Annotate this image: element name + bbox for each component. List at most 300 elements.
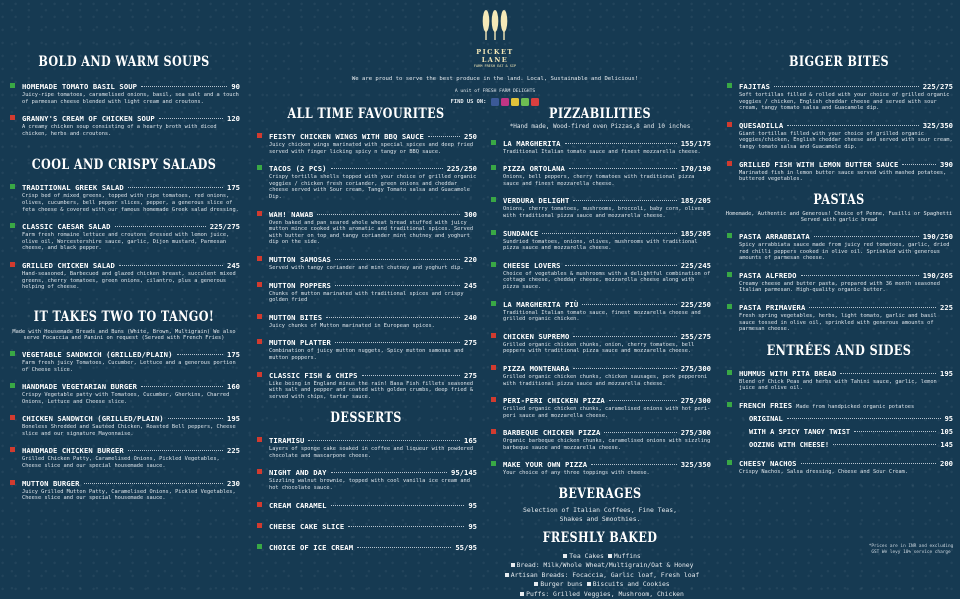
leader-dots xyxy=(362,375,460,376)
item-name: LA MARGHERITA PIÙ xyxy=(503,299,579,309)
item-name: PASTA ALFREDO xyxy=(739,270,797,280)
item-desc: Your choice of any three toppings with cheese. xyxy=(503,470,650,477)
nonveg-marker-icon xyxy=(257,502,262,507)
item-price: 325/350 xyxy=(680,460,711,470)
veg-marker-icon xyxy=(491,230,496,235)
column-2 xyxy=(255,0,477,564)
item-price: 175 xyxy=(227,349,240,359)
menu-item xyxy=(255,543,477,552)
menu-item xyxy=(8,82,240,105)
item-desc: Combination of juicy mutton nuggets, Spicy mutton samosas and mutton poppers. xyxy=(269,348,464,361)
item-price: 90 xyxy=(231,82,240,91)
item-name: MAKE YOUR OWN PIZZA xyxy=(503,460,588,470)
menu-item-nachos xyxy=(725,459,953,476)
item-price: 170/190 xyxy=(680,164,711,174)
menu-item xyxy=(489,261,711,291)
item-name: HANDMADE CHICKEN BURGER xyxy=(22,446,124,456)
item-price: 245 xyxy=(227,260,240,270)
baked-item: Tea Cakes xyxy=(569,552,604,561)
nonveg-marker-icon xyxy=(10,115,15,120)
option-price: 105 xyxy=(940,428,953,437)
beverages-title: BEVERAGES xyxy=(558,486,642,503)
veg-marker-icon xyxy=(10,83,15,88)
veg-marker-icon xyxy=(491,461,496,466)
item-name: MUTTON BITES xyxy=(269,312,323,322)
item-price: 185/205 xyxy=(680,196,711,206)
item-price: 225/250 xyxy=(680,299,711,309)
menu-item xyxy=(725,271,953,294)
find-us-label: FIND US ON: xyxy=(450,99,487,105)
menu-item xyxy=(255,436,477,459)
menu-item-hummus xyxy=(725,369,953,392)
item-name: LA MARGHERITA xyxy=(503,138,561,148)
baked-line xyxy=(489,571,711,580)
bullet-icon xyxy=(587,582,591,586)
menu-item-fries xyxy=(725,401,953,450)
veg-marker-icon xyxy=(10,184,15,189)
menu-item xyxy=(725,121,953,151)
baked-title: FRESHLY BAKED xyxy=(542,530,658,547)
item-price: 225/250 xyxy=(446,164,477,174)
item-desc: Onions, bell peppers, cherry tomatoes with traditional pizza sauce and finest mozzarella cheese. xyxy=(503,174,695,187)
fries-option xyxy=(739,428,953,436)
item-price: 220 xyxy=(464,254,477,264)
leader-dots xyxy=(801,463,936,464)
veg-marker-icon xyxy=(727,233,732,238)
item-price: 275 xyxy=(464,338,477,348)
item-desc: Traditional Italian tomato sauce, finest mozzarella cheese and grilled organic chicken. xyxy=(503,309,701,323)
item-name: TACOS (2 PCS) xyxy=(269,164,327,174)
bites-list xyxy=(725,82,953,183)
veg-marker-icon xyxy=(727,370,732,375)
menu-item xyxy=(725,232,953,262)
item-name: FEISTY CHICKEN WINGS WITH BBQ SAUCE xyxy=(269,132,424,141)
menu-item xyxy=(489,229,711,252)
item-price: 250 xyxy=(464,132,477,141)
item-desc: Grilled Chicken Patty, Caramelised Onions, Pickled Vegetables, Cheese slice and our special housemade sauce. xyxy=(22,456,220,470)
menu-item xyxy=(8,446,240,469)
leader-dots xyxy=(814,236,919,237)
entrees-title: ENTRÉES AND SIDES xyxy=(766,342,912,359)
nonveg-marker-icon xyxy=(257,133,262,138)
item-name: PIZZA MONTENARA xyxy=(503,363,570,373)
item-name: CHEESY NACHOS xyxy=(739,459,797,469)
menu-item xyxy=(255,468,477,491)
item-price: 225 xyxy=(940,302,953,312)
veg-marker-icon xyxy=(491,301,496,306)
nonveg-marker-icon xyxy=(491,333,496,338)
baked-line xyxy=(489,561,711,570)
item-price: 165 xyxy=(464,436,477,446)
leader-dots xyxy=(609,400,677,401)
menu-item xyxy=(8,414,240,437)
bullet-icon xyxy=(534,582,538,586)
leader-dots xyxy=(326,317,460,318)
bullet-icon xyxy=(511,563,515,567)
item-name: CHICKEN SUPREMO xyxy=(503,331,570,341)
item-desc: Sundried tomatoes, onions, olives, mushrooms with traditional pizza sauce and mozzarella cheese. xyxy=(503,238,698,252)
item-price: 275/300 xyxy=(680,396,711,406)
price-footnote: *Prices are in INR and excluding GST We levy 10% service charge xyxy=(868,544,954,555)
item-name: PIZZA ORTOLANA xyxy=(503,164,565,174)
item-name: CHEESE LOVERS xyxy=(503,260,561,270)
item-name: VEGETABLE SANDWICH (GRILLED/PLAIN) xyxy=(22,349,173,359)
nonveg-marker-icon xyxy=(10,415,15,420)
item-name: CHICKEN SANDWICH (GRILLED/PLAIN) xyxy=(22,414,164,424)
item-desc: Marinated fish in lemon butter sauce served with mashed potatoes, buttered vegetables. xyxy=(739,169,947,183)
tango-title: IT TAKES TWO TO TANGO! xyxy=(33,308,215,325)
veg-marker-icon xyxy=(727,402,732,407)
leader-dots xyxy=(833,444,936,445)
item-desc: Traditional Italian tomato sauce and finest mozzarella cheese. xyxy=(503,148,701,155)
leader-dots xyxy=(774,86,919,87)
bullet-icon xyxy=(563,554,567,558)
item-price: 175 xyxy=(227,183,240,193)
leader-dots xyxy=(115,226,206,227)
nonveg-marker-icon xyxy=(10,480,15,485)
item-name: HANDMADE VEGETARIAN BURGER xyxy=(22,382,138,392)
item-price: 185/205 xyxy=(680,228,711,238)
item-name: GRILLED CHICKEN SALAD xyxy=(22,260,115,270)
leader-dots xyxy=(308,440,460,441)
item-desc: Crispy Vegetable patty with Tomatoes, Cucumber, Gherkins, Charred Onions, Lettuce and Cheese slice. xyxy=(22,392,230,405)
veg-marker-icon xyxy=(10,223,15,228)
nonveg-marker-icon xyxy=(257,469,262,474)
leader-dots xyxy=(331,168,443,169)
pizzas-title: PIZZABILITIES xyxy=(549,106,651,122)
item-name: MUTTON BURGER xyxy=(22,478,80,488)
item-name: NIGHT AND DAY xyxy=(269,468,327,478)
leader-dots xyxy=(542,233,676,234)
leader-dots xyxy=(582,304,676,305)
menu-item xyxy=(725,160,953,183)
leader-dots xyxy=(177,354,223,355)
bullet-icon xyxy=(608,554,612,558)
leader-dots xyxy=(335,259,460,260)
fries-option xyxy=(739,441,953,449)
item-name: GRILLED FISH WITH LEMON BUTTER SAUCE xyxy=(739,159,899,169)
item-name: PERI-PERI CHICKEN PIZZA xyxy=(503,396,605,406)
menu-item xyxy=(255,210,477,246)
item-desc: Like being in England minus the rain! Basa Fish fillets seasoned with salt and pepper and coated with golden crumbs, deep fried & served with chips, tartar sauce. xyxy=(269,380,474,400)
salads-title: COOL AND CRISPY SALADS xyxy=(31,157,217,174)
item-price: 240 xyxy=(464,312,477,322)
item-desc: Boneless Shredded and Sautéed Chicken, Roasted Bell peppers, Cheese slice and our signature Mayonnaise. xyxy=(22,424,236,437)
leader-dots xyxy=(141,86,227,87)
favourites-list xyxy=(255,132,477,400)
leader-dots xyxy=(902,164,936,165)
item-name: WAH! NAWAB xyxy=(269,209,314,219)
item-price: 275 xyxy=(464,370,477,380)
veg-marker-icon xyxy=(727,304,732,309)
baked-item: Artisan Breads: Focaccia, Garlic loaf, Fresh loaf xyxy=(510,570,700,579)
nonveg-marker-icon xyxy=(257,437,262,442)
item-desc: Fresh spring vegetables, herbs, light tomato, garlic and basil sauce tossed in olive oil, sprinkled with generous amounts of parmesan cheese. xyxy=(739,312,937,333)
menu-item xyxy=(8,261,240,291)
nonveg-marker-icon xyxy=(257,282,262,287)
menu-item xyxy=(255,522,477,531)
menu-item xyxy=(255,371,477,401)
leader-dots xyxy=(335,342,460,343)
item-price: 225/245 xyxy=(680,260,711,270)
baked-item: Muffins xyxy=(613,552,641,561)
leader-dots xyxy=(348,526,464,527)
item-name: CHOICE OF ICE CREAM xyxy=(269,542,354,552)
item-price: 300 xyxy=(464,209,477,219)
item-price: 225/275 xyxy=(209,222,240,232)
option-price: 95 xyxy=(944,415,953,424)
nonveg-marker-icon xyxy=(257,314,262,319)
leader-dots xyxy=(335,285,460,286)
veg-marker-icon xyxy=(257,165,262,170)
leader-dots xyxy=(840,373,936,374)
leader-dots xyxy=(854,431,936,432)
column-3 xyxy=(489,0,711,599)
item-desc: Layers of sponge cake soaked in coffee and liqueur with powdered chocolate and mascarpone cheese. xyxy=(269,446,474,459)
nonveg-marker-icon xyxy=(10,447,15,452)
item-desc: Spicy arrabbiata sauce made from juicy red tomatoes, garlic, dried red chilli peppers cooked in olive oil. Sprinkled with generous amounts of parmesan cheese. xyxy=(739,241,950,262)
nonveg-marker-icon xyxy=(257,523,262,528)
brand-tagline: We are proud to serve the best produce in the land. Local, Sustainable and Delicious! xyxy=(351,76,639,82)
item-name: GRANNY'S CREAM OF CHICKEN SOUP xyxy=(22,114,155,124)
leader-dots xyxy=(84,483,223,484)
leader-dots xyxy=(159,118,223,119)
item-name: FRENCH FRIES xyxy=(739,400,793,410)
menu-item xyxy=(489,428,711,451)
item-desc: Soft tortillas filled & rolled with your choice of grilled organic veggies / chicken, English cheddar cheese and served with sour cream, tangy tomato salsa and Guacamole dip. xyxy=(739,92,950,112)
leader-dots xyxy=(331,472,447,473)
veg-marker-icon xyxy=(257,544,262,549)
item-desc: Chunks of mutton marinated with traditional spices and crispy golden fried xyxy=(269,290,464,304)
nonveg-marker-icon xyxy=(727,161,732,166)
nonveg-marker-icon xyxy=(257,372,262,377)
pastas-note: Homemade, Authentic and Generous! Choice of Penne, Fusilli or Spaghetti Served with garlic bread xyxy=(725,210,953,224)
item-desc: Grilled organic chicken chunks, chicken sausages, pork pepperoni with traditional pizza sauce and mozzarella cheese. xyxy=(503,373,708,387)
item-desc: Sizzling walnut brownie, topped with cool vanilla ice cream and hot chocolate sauce. xyxy=(269,478,470,492)
option-price: 145 xyxy=(940,441,953,450)
item-name: TRADITIONAL GREEK SALAD xyxy=(22,183,124,193)
item-name: MUTTON POPPERS xyxy=(269,280,331,290)
veg-marker-icon xyxy=(491,197,496,202)
leader-dots xyxy=(591,464,677,465)
menu-item xyxy=(8,350,240,373)
leader-dots xyxy=(565,265,677,266)
baked-list xyxy=(489,552,711,599)
tango-note: Made with Housemade Breads and Buns (White, Brown, Multigrain) We also serve Focaccia and Panini on request (Served with French Fries) xyxy=(12,328,236,342)
item-price: 95/145 xyxy=(451,468,477,478)
menu-item xyxy=(489,139,711,156)
item-price: 255/275 xyxy=(680,331,711,341)
item-price: 275/300 xyxy=(680,363,711,373)
item-name: FAJITAS xyxy=(739,82,770,91)
baked-line xyxy=(489,580,711,589)
leader-dots xyxy=(317,214,460,215)
leader-dots xyxy=(565,143,677,144)
menu-item xyxy=(255,501,477,510)
leader-dots xyxy=(357,547,451,548)
baked-item: Biscuits and Cookies xyxy=(592,580,670,589)
item-desc: Crisp bed of mixed greens, topped with ripe tomatoes, red onions, olives, cucumbers, bell pepper slices, pepper, a generous slice of feta cheese & covered with our famous homemade Greek salad dressing. xyxy=(22,193,239,213)
menu-item xyxy=(255,164,477,200)
pastas-list xyxy=(725,232,953,333)
item-desc: Organic barbeque chicken chunks, caramelised onions with sizzling barbeque sauce and mozzarella cheese. xyxy=(503,438,711,451)
nonveg-marker-icon xyxy=(257,211,262,216)
leader-dots xyxy=(573,200,676,201)
desserts-list xyxy=(255,436,477,551)
pizzas-note: *Hand made, Wood-fired oven Pizzas,8 and 10 inches xyxy=(509,123,691,130)
baked-item: Burger buns xyxy=(540,580,583,589)
item-desc: Hand-seasoned, Barbecued and glazed chicken breast, succulent mixed greens, cherry tomatoes, green onions, cilantro, plus a generous helping of cheese. xyxy=(22,270,236,291)
soups-list xyxy=(8,82,240,137)
leader-dots xyxy=(573,368,676,369)
soups-title: BOLD AND WARM SOUPS xyxy=(38,54,210,70)
item-name: CHEESE CAKE SLICE xyxy=(269,521,345,531)
leader-dots xyxy=(573,336,676,337)
leader-dots xyxy=(128,450,223,451)
fries-options xyxy=(739,415,953,449)
item-desc: Farm fresh romaine lettuce and croutons dressed with lemon juice, olive oil, Worcestershire sauce, garlic, Dijon mustard, Parmesan cheese, and black pepper. xyxy=(22,232,230,252)
menu-item xyxy=(255,313,477,330)
salads-list xyxy=(8,183,240,290)
leader-dots xyxy=(569,168,677,169)
tango-list xyxy=(8,350,240,502)
item-desc: Served with tangy coriander and mint chutney and yoghurt dip. xyxy=(269,264,464,271)
fries-note: Made from handpicked organic potatoes xyxy=(796,403,915,410)
leader-dots xyxy=(809,307,936,308)
menu-item xyxy=(489,300,711,323)
leader-dots xyxy=(801,275,919,276)
menu-item xyxy=(8,382,240,405)
item-name: BARBEQUE CHICKEN PIZZA xyxy=(503,428,601,438)
menu-item xyxy=(725,303,953,333)
item-name: CREAM CARAMEL xyxy=(269,500,327,510)
veg-marker-icon xyxy=(491,140,496,145)
item-price: 190/250 xyxy=(922,231,953,241)
item-desc: Grilled organic chicken chunks, caramelised onions with hot peri-peri sauce and mozzarella cheese. xyxy=(503,406,711,419)
item-name: HUMMUS WITH PITA BREAD xyxy=(739,368,837,378)
menu-item xyxy=(8,222,240,252)
veg-marker-icon xyxy=(727,460,732,465)
nonveg-marker-icon xyxy=(257,339,262,344)
veg-marker-icon xyxy=(727,83,732,88)
item-price: 195 xyxy=(227,414,240,424)
item-desc: Choice of vegetables & mushrooms with a delightful combination of cottage cheese, cheddar cheese, mozzarella cheese along with pizza sauce. xyxy=(503,270,711,290)
veg-marker-icon xyxy=(491,165,496,170)
item-desc: Oven baked and pan seared whole wheat bread stuffed with juicy mutton mince cooked with aromatic and traditional spices. Served with butter on top and tangy coriander mint chutney and yoghurt dip on the side. xyxy=(269,219,474,246)
item-name: MUTTON PLATTER xyxy=(269,338,331,348)
item-desc: Juicy-ripe tomatoes, caramelised onions, basil, sea salt and a touch of parmesan cheese blended with light cream and croutons. xyxy=(22,92,239,105)
fries-option xyxy=(739,415,953,423)
baked-item: Bread: Milk/Whole Wheat/Multigrain/Oat & Honey xyxy=(516,561,694,570)
veg-marker-icon xyxy=(727,272,732,277)
nonveg-marker-icon xyxy=(257,256,262,261)
leader-dots xyxy=(787,418,941,419)
item-name: CLASSIC CAESAR SALAD xyxy=(22,222,111,232)
item-price: 225 xyxy=(227,446,240,456)
veg-marker-icon xyxy=(10,383,15,388)
leader-dots xyxy=(168,418,223,419)
option-label: WITH A SPICY TANGY TWIST xyxy=(749,428,851,437)
item-desc: Creamy cheese and butter pasta, prepared with 36 month seasoned Italian parmesan. High-quality organic butter. xyxy=(739,280,940,294)
menu-item xyxy=(255,132,477,155)
brand-unit: A unit of FRESH FARM DELIGHTS xyxy=(454,89,536,94)
menu-item xyxy=(489,460,711,477)
menu-item xyxy=(8,183,240,213)
nonveg-marker-icon xyxy=(10,262,15,267)
item-desc: Juicy chunks of Mutton marinated in European spices. xyxy=(269,322,435,329)
item-desc: Blend of Chick Peas and herbs with Tahini sauce, garlic, lemon juice and olive oil. xyxy=(739,378,937,392)
item-price: 95 xyxy=(468,500,477,510)
nonveg-marker-icon xyxy=(491,397,496,402)
baked-item: Puffs: Grilled Veggies, Mushroom, Chicken xyxy=(526,589,684,598)
item-name: PASTA PRIMAVERA xyxy=(739,302,806,312)
baked-line xyxy=(489,590,711,599)
menu-item xyxy=(255,281,477,304)
item-price: 230 xyxy=(227,478,240,488)
leader-dots xyxy=(428,136,460,137)
item-price: 275/300 xyxy=(680,428,711,438)
baked-line xyxy=(489,552,711,561)
item-price: 160 xyxy=(227,382,240,392)
item-name: SUNDANCE xyxy=(503,228,539,238)
item-price: 225/275 xyxy=(922,82,953,91)
nonveg-marker-icon xyxy=(491,365,496,370)
item-desc: Juicy chicken wings marinated with special spices and deep fried served with finger licking spicy n tangy or BBQ sauce. xyxy=(269,142,474,155)
leader-dots xyxy=(604,432,676,433)
nonveg-marker-icon xyxy=(491,429,496,434)
item-name: QUESADILLA xyxy=(739,120,784,130)
item-desc: Giant tortillas filled with your choice of grilled organic veggies/chicken, English cheddar cheese and served with sour cream, tangy tomato salsa and Guacamole dip. xyxy=(739,130,953,150)
pizzas-list xyxy=(489,139,711,477)
bullet-icon xyxy=(505,573,509,577)
item-name: TIRAMISU xyxy=(269,436,305,446)
menu-item xyxy=(489,364,711,387)
item-price: 120 xyxy=(227,114,240,124)
item-price: 195 xyxy=(940,368,953,378)
item-desc: Crispy Nachos, Salsa dressing, Cheese and Sour Cream. xyxy=(739,469,909,476)
item-name: PASTA ARRABBIATA xyxy=(739,231,810,241)
veg-marker-icon xyxy=(10,351,15,356)
brand-sub: FARM FRESH EAT & SIP xyxy=(473,64,517,68)
item-name: MUTTON SAMOSAS xyxy=(269,254,331,264)
column-1 xyxy=(8,0,240,511)
menu-item xyxy=(255,255,477,272)
item-price: 200 xyxy=(940,459,953,469)
menu-item xyxy=(8,479,240,502)
leader-dots xyxy=(141,386,223,387)
nonveg-marker-icon xyxy=(727,122,732,127)
desserts-title: DESSERTS xyxy=(330,410,402,427)
menu-item xyxy=(489,164,711,187)
item-desc: Juicy Grilled Mutton Patty, Caramelised Onions, Pickled Vegetables, Cheese slice and our special housemade sauce. xyxy=(22,488,236,502)
item-price: 95 xyxy=(468,521,477,531)
favourites-title: ALL TIME FAVOURITES xyxy=(287,106,445,122)
item-name: HOMEMADE TOMATO BASIL SOUP xyxy=(22,82,138,91)
bullet-icon xyxy=(520,592,524,596)
leader-dots xyxy=(119,265,223,266)
option-label: OOZING WITH CHEESE! xyxy=(749,441,830,450)
beverages-note: Selection of Italian Coffees, Fine Teas, Shakes and Smoothies. xyxy=(523,506,677,524)
item-desc: A creamy chicken soup consisting of a hearty broth with diced chicken, herbs and croutons. xyxy=(22,124,217,137)
item-price: 325/350 xyxy=(922,120,953,130)
leader-dots xyxy=(331,505,465,506)
item-price: 390 xyxy=(940,159,953,169)
menu-item xyxy=(489,196,711,219)
bites-title: BIGGER BITES xyxy=(788,54,890,70)
item-desc: Farm fresh juicy Tomatoes, Cucumber, Lettuce and a generous portion of Cheese slice. xyxy=(22,359,236,373)
item-name: VERDURA DELIGHT xyxy=(503,196,570,206)
item-price: 245 xyxy=(464,280,477,290)
